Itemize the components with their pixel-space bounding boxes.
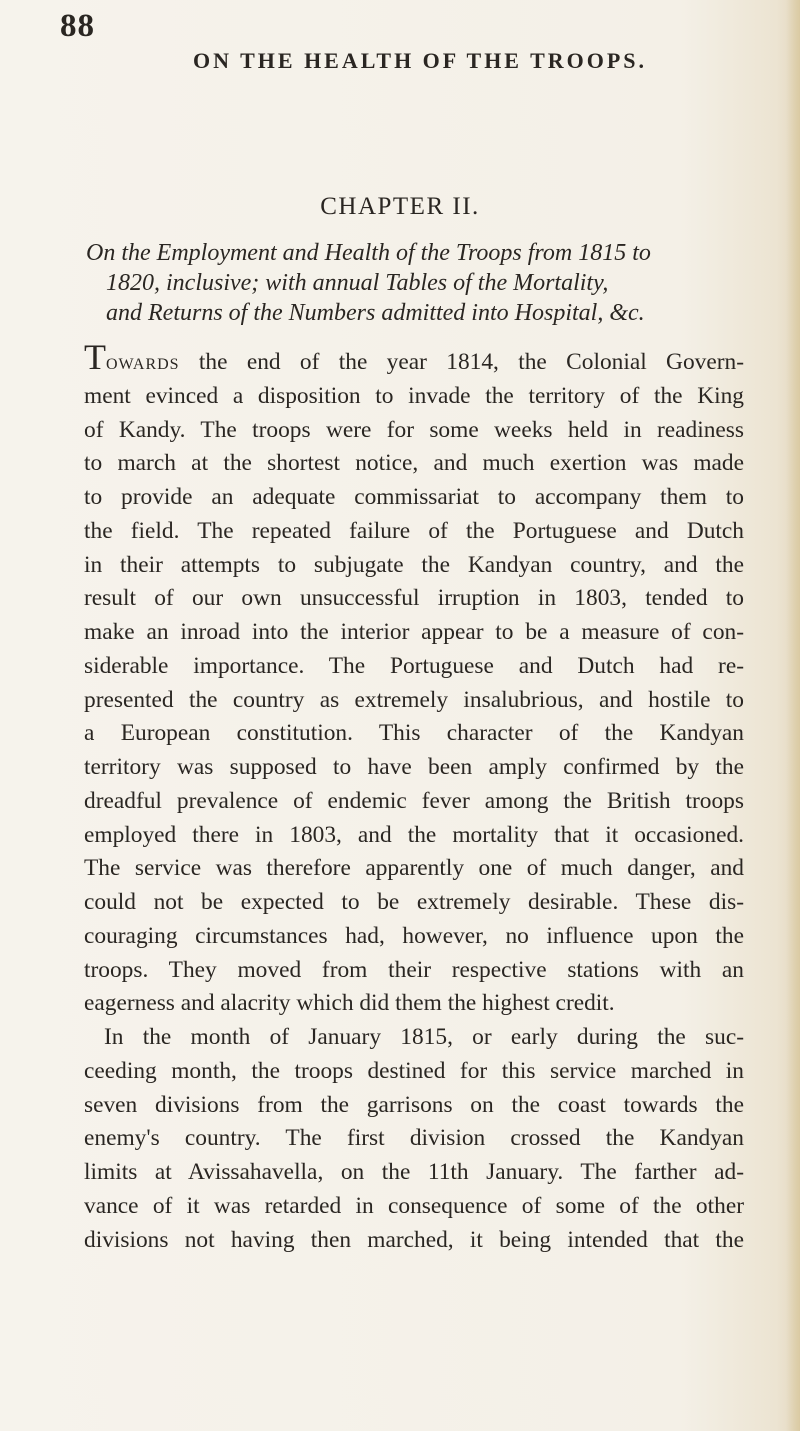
running-head: ON THE HEALTH OF THE TROOPS. xyxy=(193,48,648,73)
body-line: vance of it was retarded in consequence of some of the other xyxy=(84,1192,744,1219)
body-line: of Kandy. The troops were for some weeks held in readiness xyxy=(84,416,744,443)
body-line: presented the country as extremely insalubrious, and hostile to xyxy=(84,686,744,713)
body-line: the field. The repeated failure of the Portuguese and Dutch xyxy=(84,517,744,544)
chapter-title: CHAPTER II. xyxy=(320,193,480,220)
body-line: The service was therefore apparently one of much danger, and xyxy=(84,855,744,882)
body-line: eagerness and alacrity which did them the highest credit. xyxy=(84,990,615,1017)
body-line: seven divisions from the garrisons on the coast towards the xyxy=(84,1091,744,1118)
body-line: siderable importance. The Portuguese and Dutch had re- xyxy=(84,652,744,679)
body-line: couraging circumstances had, however, no influence upon the xyxy=(84,922,744,949)
drop-cap: T xyxy=(84,337,106,377)
body-line: a European constitution. This character of the Kandyan xyxy=(84,720,744,747)
body-line: ceeding month, the troops destined for this service marched in xyxy=(84,1057,744,1084)
body-line: in their attempts to subjugate the Kandyan country, and the xyxy=(84,551,744,578)
page-number: 88 xyxy=(60,8,95,44)
body-line: limits at Avissahavella, on the 11th January. The farther ad- xyxy=(84,1159,744,1185)
body-line: to provide an adequate commissariat to accompany them to xyxy=(84,484,744,510)
first-word-smallcaps: owards xyxy=(106,349,180,375)
body-line: ment evinced a disposition to invade the territory of the King xyxy=(84,382,744,409)
body-text xyxy=(84,337,744,1257)
subtitle-line: On the Employment and Health of the Troops from 1815 to xyxy=(86,240,651,266)
body-line: territory was supposed to have been amply confirmed by the xyxy=(84,754,744,780)
subtitle-line: 1820, inclusive; with annual Tables of the Mortality, xyxy=(106,270,609,296)
subtitle-line: and Returns of the Numbers admitted into Hospital, &c. xyxy=(106,300,645,326)
body-line: employed there in 1803, and the mortality that it occasioned. xyxy=(84,821,744,848)
body-line: troops. They moved from their respective stations with an xyxy=(84,956,744,983)
body-line: to march at the shortest notice, and much exertion was made xyxy=(84,450,744,477)
body-line: result of our own unsuccessful irruption in 1803, tended to xyxy=(84,585,744,612)
body-line: divisions not having then marched, it being intended that the xyxy=(84,1226,744,1253)
page-header xyxy=(60,8,740,73)
body-line-text: the end of the year 1814, the Colonial Govern- xyxy=(179,349,744,375)
body-line: dreadful prevalence of endemic fever among the British troops xyxy=(84,787,744,814)
body-line: make an inroad into the interior appear to be a measure of con- xyxy=(84,619,744,645)
body-line-paragraph-start: In the month of January 1815, or early during the suc- xyxy=(104,1024,744,1050)
body-line: enemy's country. The first division crossed the Kandyan xyxy=(84,1125,744,1152)
chapter-subtitle xyxy=(86,238,766,328)
body-line: could not be expected to be extremely desirable. These dis- xyxy=(84,889,744,915)
body-line-first xyxy=(84,337,744,380)
